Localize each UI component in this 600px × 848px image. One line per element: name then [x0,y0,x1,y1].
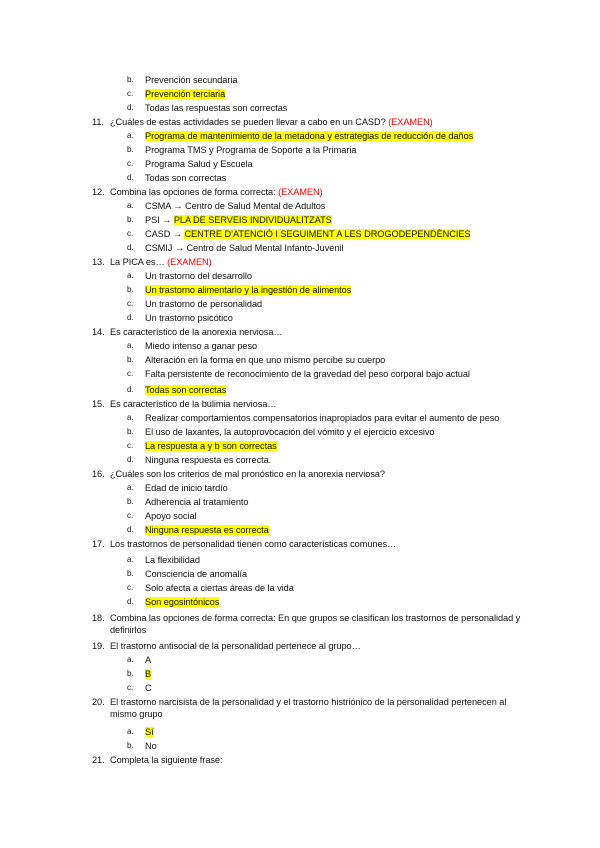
option-text [145,554,200,566]
option-text-content: Programa TMS y Programa de Soporte a la Primaria [145,145,357,155]
option-text [145,668,151,680]
option-text [145,242,343,254]
option-text-content: La flexibilidad [145,555,200,565]
question-text-content: Completa la siguiente frase: [110,755,223,765]
option-text-content: Programa Salud y Escuela [145,159,253,169]
option-text [145,368,470,380]
option-text-content: Prevención secundaria [145,75,238,85]
option-letter: c. [127,89,134,98]
question-text-content: Los trastornos de personalidad tienen como características comunes… [110,539,397,549]
question-text-content: Combina las opciones de forma correcta: [110,187,276,197]
option-letter: d. [127,313,134,322]
question-number: 21. [92,755,105,765]
question-text [110,754,222,766]
option-text-content: Prevención terciaria [145,89,226,99]
option-text [145,144,356,156]
option-text-content: C [145,683,152,693]
option-letter: a. [127,201,134,210]
option-text [145,426,435,438]
option-letter: b. [127,741,134,750]
option-text [145,172,226,184]
option-letter: d. [127,103,134,112]
option-letter: c. [127,511,134,520]
question-text [110,398,276,410]
option-text-content: Realizar comportamientos compensatorios inapropiados para evitar el aumento de peso [145,413,500,423]
option-text-content: PSI → [145,215,174,225]
option-text-content: Miedo intenso a ganar peso [145,341,258,351]
question-number: 18. [92,613,105,623]
option-text-content: Ninguna respuesta es correcta [145,525,269,535]
option-letter: a. [127,341,134,350]
option-highlighted-answer: CENTRE D’ATENCIÓ I SEGUIMENT A LES DROGODEPENDÈNCIES [184,229,471,239]
option-letter: b. [127,75,134,84]
option-letter: c. [127,369,134,378]
option-letter: a. [127,555,134,564]
option-letter: a. [127,271,134,280]
option-text-content: A [145,655,152,665]
option-letter: c. [127,299,134,308]
question-text-continuation: mismo grupo [110,709,163,719]
exam-tag: (EXAMEN) [278,187,323,197]
option-text-content: Son egosintónicos [145,597,220,607]
option-text-content: La respuesta a y b son correctas [145,441,277,451]
option-text [145,412,499,424]
exam-tag: (EXAMEN) [388,117,433,127]
option-text [145,510,197,522]
question-text-content: La PICA es… [110,257,165,267]
option-text [145,200,325,212]
question-number: 14. [92,327,105,337]
option-text-content: Edad de inicio tardío [145,483,228,493]
question-text-continuation: definirlos [110,625,147,635]
option-text [145,582,294,594]
option-letter: d. [127,597,134,606]
question-text-content: Es característico de la bulimia nerviosa… [110,399,277,409]
option-letter: b. [127,669,134,678]
option-text [145,568,247,580]
option-text-content: Solo afecta a ciertas áreas de la vida [145,583,294,593]
question-text [110,186,323,198]
option-letter: d. [127,385,134,394]
question-text [110,538,396,550]
question-number: 13. [92,257,105,267]
option-text-content: Un trastorno alimentario y la ingestión de alimentos [145,285,352,295]
question-number: 17. [92,539,105,549]
option-text-content: El uso de laxantes, la autoprovocación del vómito y el ejercicio excesivo [145,427,435,437]
option-letter: a. [127,727,134,736]
option-text [145,228,470,240]
option-text-content: Todas las respuestas son correctas [145,103,288,113]
option-letter: c. [127,229,134,238]
option-text-content: Programa de mantenimiento de la metadona y estrategias de reducción de daños [145,131,474,141]
question-text-content: ¿Cuáles de estas actividades se pueden llevar a cabo en un CASD? [110,117,386,127]
option-letter: d. [127,173,134,182]
option-text-content: Un trastorno del desarrollo [145,271,252,281]
option-text-content: B [145,669,152,679]
option-letter: c. [127,441,134,450]
option-letter: c. [127,583,134,592]
option-text [145,298,262,310]
question-text-content: Es característico de la anorexia nerviosa… [110,327,283,337]
question-number: 20. [92,697,105,707]
question-text-content: Combina las opciones de forma correcta: En que grupos se clasifican los trastornos de personalidad y [110,613,521,623]
option-text-content: Un trastorno psicótico [145,313,233,323]
option-text-content: Apoyo social [145,511,197,521]
option-text [145,726,154,738]
option-letter: a. [127,131,134,140]
option-letter: a. [127,483,134,492]
option-text [145,524,269,536]
option-text-content: Todas son correctas [145,173,227,183]
option-text [145,740,157,752]
question-text [110,612,520,624]
question-number: 11. [92,117,104,127]
option-text-content: CSMIJ → Centro de Salud Mental Infanto-Juvenil [145,243,344,253]
question-text-content: El trastorno narcisista de la personalidad y el trastorno histriónico de la personalidad pertenecen al [110,697,507,707]
option-text [145,354,385,366]
option-letter: b. [127,569,134,578]
option-text [145,596,219,608]
option-text [145,384,226,396]
option-letter: b. [127,285,134,294]
option-text [145,654,151,666]
option-highlighted-answer: PLA DE SERVEIS INDIVIDUALITZATS [173,215,332,225]
option-text [145,270,252,282]
question-number: 15. [92,399,105,409]
question-text-content: El trastorno antisocial de la personalidad pertenece al grupo… [110,641,361,651]
option-text [145,482,228,494]
option-letter: b. [127,215,134,224]
option-letter: b. [127,427,134,436]
question-number: 16. [92,469,105,479]
option-letter: d. [127,455,134,464]
option-letter: c. [127,683,134,692]
exam-tag: (EXAMEN) [167,257,212,267]
option-text-content: Alteración en la forma en que uno mismo percibe su cuerpo [145,355,386,365]
question-text-content: ¿Cuáles son los criterios de mal pronóstico en la anorexia nerviosa? [110,469,385,479]
question-text [110,696,506,708]
question-number: 12. [92,187,105,197]
option-text [145,440,277,452]
option-text-content: CSMA → Centro de Salud Mental de Adultos [145,201,326,211]
option-letter: a. [127,413,134,422]
option-text-content: Consciencia de anomalía [145,569,248,579]
option-text-content: CASD → [145,229,185,239]
option-text-content: Sí [145,727,154,737]
option-text [145,682,152,694]
question-number: 19. [92,641,105,651]
option-text [145,312,233,324]
option-text-content: Falta persistente de reconocimiento de la gravedad del peso corporal bajo actual [145,369,470,379]
option-text [145,284,351,296]
option-letter: b. [127,145,134,154]
option-letter: a. [127,655,134,664]
option-text [145,158,253,170]
option-text [145,496,248,508]
option-letter: b. [127,355,134,364]
question-text [110,256,212,268]
option-text [145,454,271,466]
option-text [145,130,473,142]
question-text [110,468,385,480]
option-text-content: Adherencia al tratamiento [145,497,249,507]
option-letter: d. [127,525,134,534]
option-text-content: Todas son correctas [145,385,227,395]
option-text [145,214,332,226]
question-text [110,116,433,128]
question-text [110,640,361,652]
option-text [145,340,257,352]
option-text [145,74,237,86]
question-text [110,326,283,338]
option-letter: b. [127,497,134,506]
option-text-content: Ninguna respuesta es correcta. [145,455,272,465]
option-text [145,102,287,114]
option-letter: d. [127,243,134,252]
option-letter: c. [127,159,134,168]
option-text-content: Un trastorno de personalidad [145,299,263,309]
option-text-content: No [145,741,157,751]
option-text [145,88,225,100]
